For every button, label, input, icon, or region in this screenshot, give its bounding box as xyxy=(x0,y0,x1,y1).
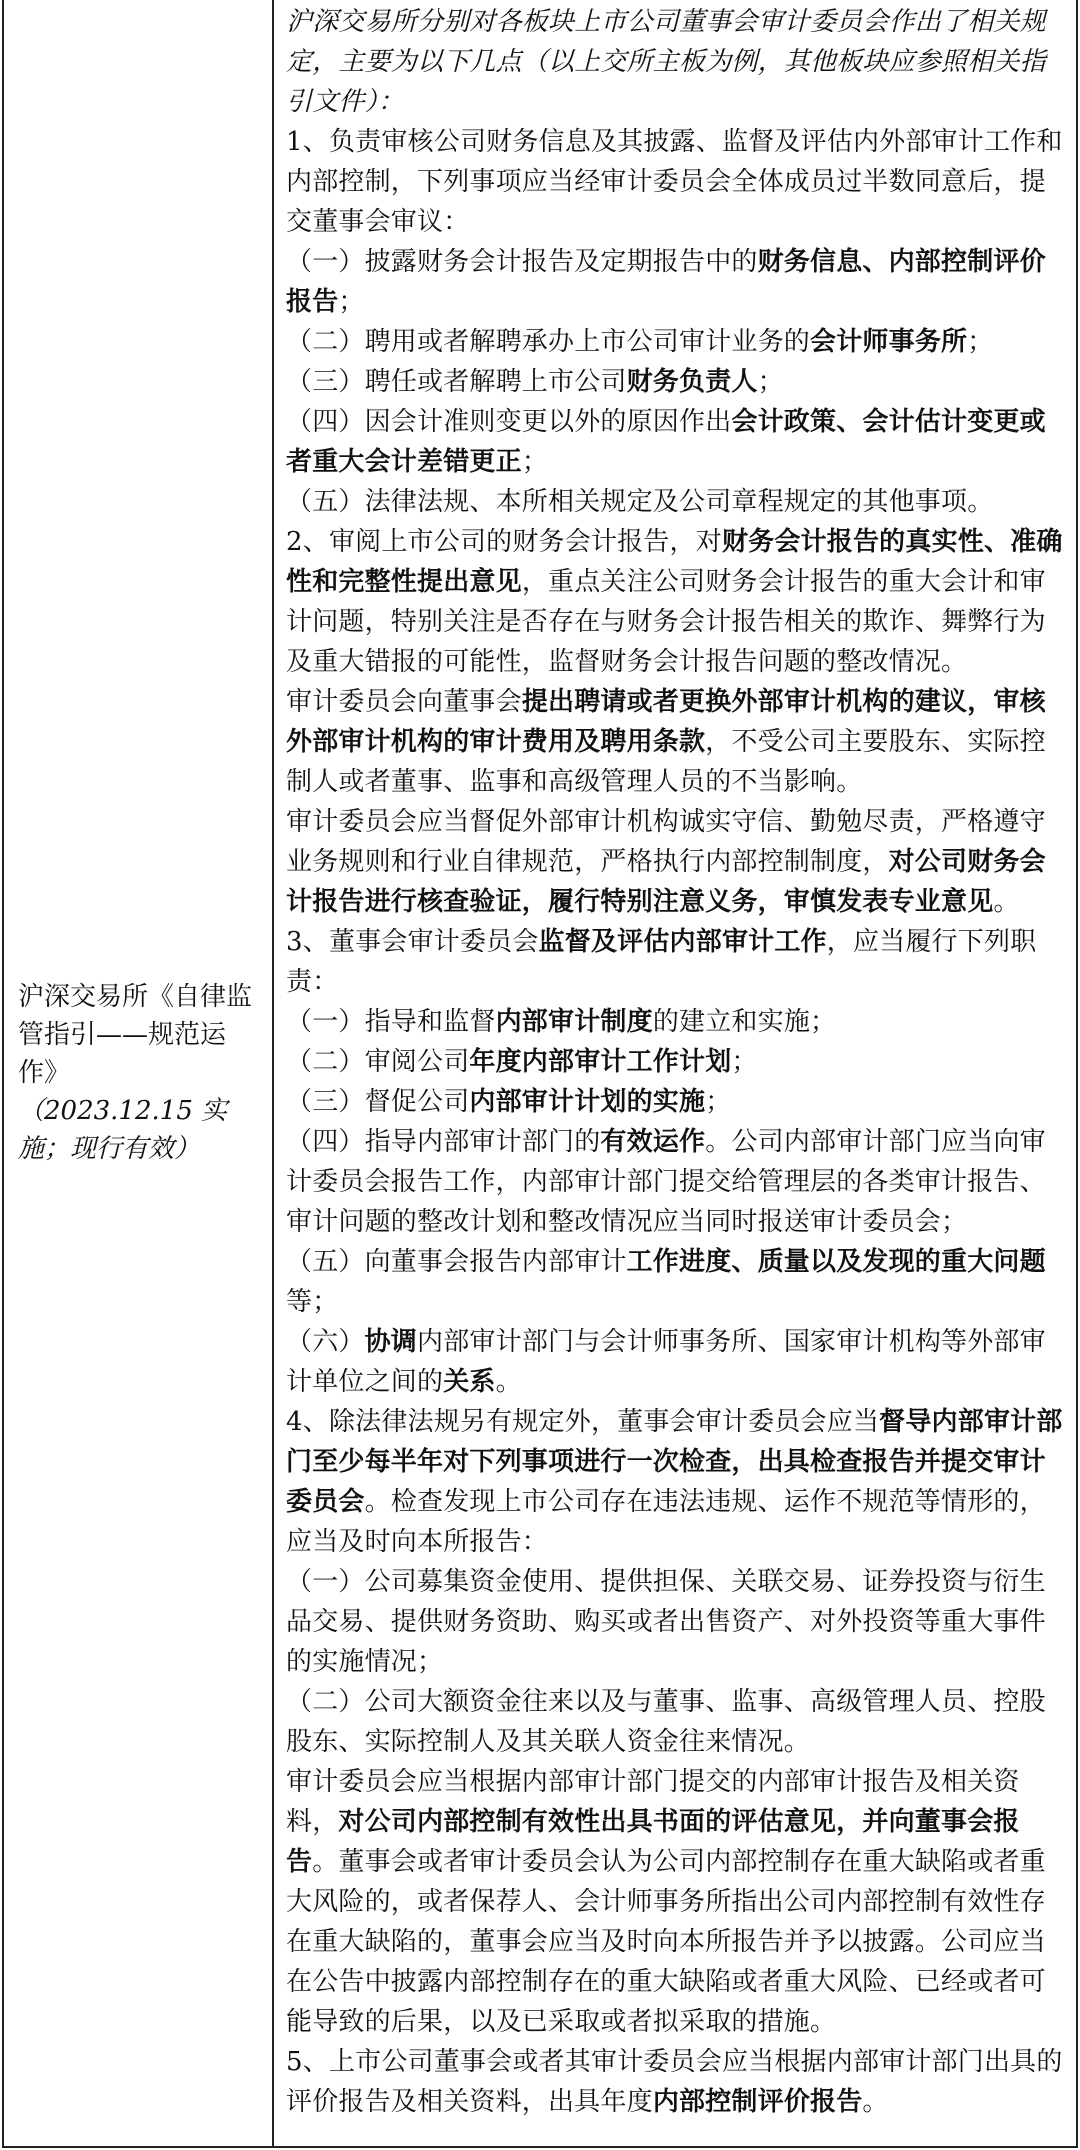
paragraph xyxy=(286,1682,1066,1762)
text-segment: 1、负责审核公司财务信息及其披露、监督及评估内外部审计工作和内部控制，下列事项应当经审计委员会全体成员过半数同意后，提交董事会审议： xyxy=(286,127,1063,237)
text-segment: 。董事会或者审计委员会认为公司内部控制存在重大缺陷或者重大风险的，或者保荐人、会计师事务所指出公司内部控制有效性存在重大缺陷的，董事会应当及时向本所报告并予以披露。公司应当在公告中披露内部控制存在的重大缺陷或者重大风险、已经或者可能导致的后果，以及已采取或者拟采取的措施。 xyxy=(286,1847,1046,2037)
paragraph xyxy=(286,922,1066,1002)
text-segment: ，不受公司主要股东、实际控制人或者董事、监事和高级管理人员的不当影响。 xyxy=(286,727,1046,797)
bold-text: 会计政策、会计估计变更或者重大会计差错更正 xyxy=(286,407,1046,477)
text-segment: （一）公司募集资金使用、提供担保、关联交易、证券投资与衍生品交易、提供财务资助、购买或者出售资产、对外投资等重大事件的实施情况； xyxy=(286,1567,1046,1677)
paragraph xyxy=(286,1562,1066,1682)
text-segment: 3、董事会审计委员会 xyxy=(286,927,539,957)
paragraph xyxy=(286,1002,1066,1042)
bold-text: 协调 xyxy=(364,1327,418,1357)
text-segment: 审计委员会向董事会 xyxy=(286,687,522,717)
text-segment: 审计委员会应当督促外部审计机构诚实守信、勤勉尽责，严格遵守业务规则和行业自律规范，严格执行内部控制制度， xyxy=(286,807,1046,877)
text-segment: 4、除法律法规另有规定外，董事会审计委员会应当 xyxy=(286,1407,880,1437)
text-segment: ； xyxy=(338,287,365,317)
paragraph xyxy=(286,362,1066,402)
bold-text: 财务负责人 xyxy=(626,367,758,397)
paragraph xyxy=(286,682,1066,802)
text-segment: （二）公司大额资金往来以及与董事、监事、高级管理人员、控股股东、实际控制人及其关联人资金往来情况。 xyxy=(286,1687,1046,1757)
paragraph xyxy=(286,482,1066,522)
text-segment: （四）指导内部审计部门的 xyxy=(286,1127,601,1157)
text-segment: （四）因会计准则变更以外的原因作出 xyxy=(286,407,732,437)
text-segment: ，重点关注公司财务会计报告的重大会计和审计问题，特别关注是否存在与财务会计报告相关的欺诈、舞弊行为及重大错报的可能性，监督财务会计报告问题的整改情况。 xyxy=(286,567,1046,677)
bold-text: 督导内部审计部门至少每半年对下列事项进行一次检查，出具检查报告并提交审计委员会 xyxy=(286,1407,1063,1517)
bold-text: 年度内部审计工作计划 xyxy=(469,1047,732,1077)
regulation-table xyxy=(2,0,1078,2148)
text-segment: 5、上市公司董事会或者其审计委员会应当根据内部审计部门出具的评价报告及相关资料，出具年度 xyxy=(286,2047,1063,2117)
text-segment: 内部审计部门与会计师事务所、国家审计机构等外部审计单位之间的 xyxy=(286,1327,1046,1397)
paragraph xyxy=(286,1042,1066,1082)
paragraph xyxy=(286,122,1066,242)
text-segment: （三）聘任或者解聘上市公司 xyxy=(286,367,627,397)
text-segment: 2、审阅上市公司的财务会计报告，对 xyxy=(286,527,722,557)
paragraph xyxy=(286,1122,1066,1242)
paragraph xyxy=(286,2042,1066,2122)
text-segment: 等； xyxy=(286,1287,339,1317)
text-segment: ； xyxy=(967,327,994,357)
text-segment: 。公司内部审计部门应当向审计委员会报告工作，内部审计部门提交给管理层的各类审计报告、审计问题的整改计划和整改情况应当同时报送审计委员会； xyxy=(286,1127,1046,1237)
bold-text: 有效运作 xyxy=(600,1127,706,1157)
paragraph xyxy=(286,242,1066,322)
text-segment: ； xyxy=(757,367,784,397)
text-segment: 。 xyxy=(862,2087,889,2117)
text-segment: ，应当履行下列职责： xyxy=(286,927,1037,997)
text-segment: （五）向董事会报告内部审计 xyxy=(286,1247,627,1277)
text-segment: （三）督促公司 xyxy=(286,1087,470,1117)
text-segment: ； xyxy=(731,1047,758,1077)
bold-text: 提出聘请或者更换外部审计机构的建议，审核外部审计机构的审计费用及聘用条款 xyxy=(286,687,1046,757)
text-segment: 的建立和实施； xyxy=(652,1007,837,1037)
source-note: （2023.12.15 实施；现行有效） xyxy=(18,1096,228,1164)
text-segment: （二）聘用或者解聘承办上市公司审计业务的 xyxy=(286,327,811,357)
bold-text: 对公司内部控制有效性出具书面的评估意见，并向董事会报告 xyxy=(286,1807,1020,1877)
paragraph xyxy=(286,1402,1066,1562)
paragraph xyxy=(286,2,1066,122)
bold-text: 内部控制评价报告 xyxy=(652,2087,863,2117)
text-segment: （一）披露财务会计报告及定期报告中的 xyxy=(286,247,758,277)
paragraph xyxy=(286,1082,1066,1122)
text-segment: 。 xyxy=(993,887,1020,917)
paragraph xyxy=(286,1242,1066,1322)
paragraph xyxy=(286,322,1066,362)
paragraph xyxy=(286,1322,1066,1402)
paragraph xyxy=(286,802,1066,922)
bold-text: 财务信息、内部控制评价报告 xyxy=(286,247,1046,317)
bold-text: 内部审计计划的实施 xyxy=(469,1087,706,1117)
bold-text: 工作进度、质量以及发现的重大问题 xyxy=(626,1247,1046,1277)
bold-text: 对公司财务会计报告进行核查验证，履行特别注意义务，审慎发表专业意见 xyxy=(286,847,1046,917)
text-segment: （二）审阅公司 xyxy=(286,1047,470,1077)
text-segment: 。检查发现上市公司存在违法违规、运作不规范等情形的，应当及时向本所报告： xyxy=(286,1487,1046,1557)
text-segment: 审计委员会应当根据内部审计部门提交的内部审计报告及相关资料， xyxy=(286,1767,1020,1837)
text-segment: 沪深交易所分别对各板块上市公司董事会审计委员会作出了相关规定，主要为以下几点（以上交所主板为例，其他板块应参照相关指引文件）： xyxy=(286,7,1046,117)
paragraph xyxy=(286,522,1066,682)
paragraph xyxy=(286,1762,1066,2042)
paragraph xyxy=(286,402,1066,482)
text-segment: ； xyxy=(521,447,549,477)
text-segment: （一）指导和监督 xyxy=(286,1007,496,1037)
source-cell xyxy=(4,0,274,2146)
source-title: 沪深交易所《自律监管指引——规范运作》 xyxy=(18,982,253,1088)
bold-text: 内部审计制度 xyxy=(495,1007,653,1037)
content-cell xyxy=(274,0,1076,2146)
bold-text: 会计师事务所 xyxy=(810,327,968,357)
bold-text: 监督及评估内部审计工作 xyxy=(538,927,827,957)
text-segment: （六） xyxy=(286,1327,365,1357)
text-segment: 。 xyxy=(495,1367,522,1397)
bold-text: 关系 xyxy=(443,1367,496,1397)
text-segment: ； xyxy=(705,1087,732,1117)
bold-text: 财务会计报告的真实性、准确性和完整性提出意见 xyxy=(286,527,1063,597)
text-segment: （五）法律法规、本所相关规定及公司章程规定的其他事项。 xyxy=(286,487,994,517)
